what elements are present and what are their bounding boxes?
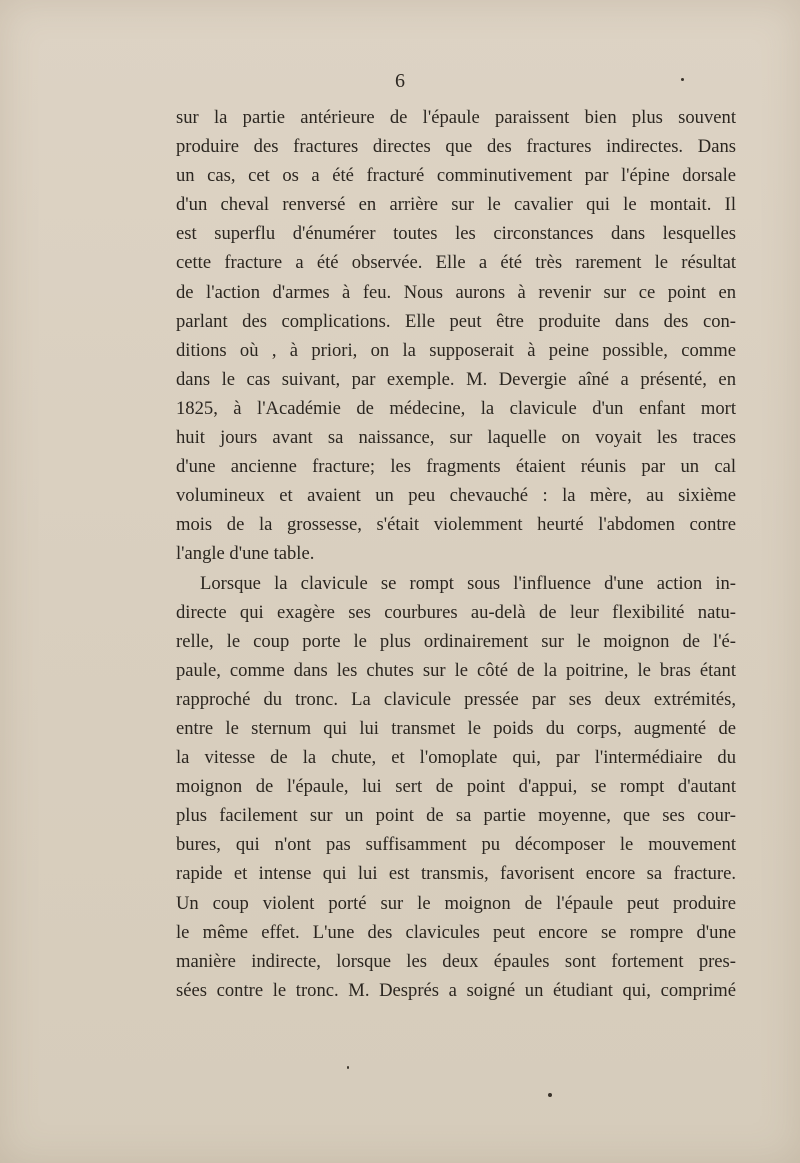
text-line: la vitesse de la chute, et l'omoplate qui, par l'intermédiaire du: [176, 747, 736, 769]
paragraph-end-line: l'angle d'une table.: [176, 543, 315, 565]
text-line: plus facilement sur un point de sa partie moyenne, que ses cour-: [176, 805, 736, 827]
text-line: bures, qui n'ont pas suffisamment pu décomposer le mouvement: [176, 834, 736, 856]
text-line: d'un cheval renversé en arrière sur le cavalier qui le montait. Il: [176, 194, 736, 216]
ink-speck: [548, 1093, 552, 1097]
text-line: ditions où , à priori, on la supposerait à peine possible, comme: [176, 339, 736, 361]
page-number: 6: [395, 70, 405, 92]
text-line: sur la partie antérieure de l'épaule paraissent bien plus souvent: [176, 107, 736, 128]
text-line: parlant des complications. Elle peut être produite dans des con-: [176, 310, 736, 332]
text-line: directe qui exagère ses courbures au-delà de leur flexibilité natu-: [176, 601, 736, 623]
text-line: moignon de l'épaule, lui sert de point d'appui, se rompt d'autant: [176, 776, 736, 798]
text-line: dans le cas suivant, par exemple. M. Devergie aîné a présenté, en: [176, 368, 736, 390]
text-line: paule, comme dans les chutes sur le côté de la poitrine, le bras étant: [176, 659, 736, 681]
text-line: Un coup violent porté sur le moignon de l'épaule peut produire: [176, 892, 736, 914]
ink-speck: [681, 78, 684, 81]
text-line: entre le sternum qui lui transmet le poids du corps, augmenté de: [176, 717, 736, 739]
ink-speck: [347, 1066, 349, 1069]
text-line: huit jours avant sa naissance, sur laquelle on voyait les traces: [176, 427, 736, 449]
text-line: un cas, cet os a été fracturé comminutivement par l'épine dorsale: [176, 165, 736, 187]
text-line: sées contre le tronc. M. Després a soigné un étudiant qui, comprimé: [176, 979, 736, 1001]
text-line: manière indirecte, lorsque les deux épaules sont fortement pres-: [176, 950, 736, 972]
text-line: le même effet. L'une des clavicules peut encore se rompre d'une: [176, 921, 736, 943]
text-line: d'une ancienne fracture; les fragments étaient réunis par un cal: [176, 456, 736, 478]
text-line: rapproché du tronc. La clavicule pressée par ses deux extrémités,: [176, 688, 736, 710]
text-line: produire des fractures directes que des fractures indirectes. Dans: [176, 136, 736, 158]
text-line: est superflu d'énumérer toutes les circonstances dans lesquelles: [176, 223, 736, 245]
text-line: relle, le coup porte le plus ordinairement sur le moignon de l'é-: [176, 630, 736, 652]
text-line: 1825, à l'Académie de médecine, la clavicule d'un enfant mort: [176, 397, 736, 419]
body-text: [176, 103, 736, 1005]
paragraph-start-line: Lorsque la clavicule se rompt sous l'influence d'une action in-: [200, 572, 736, 594]
text-line: mois de la grossesse, s'était violemment heurté l'abdomen contre: [176, 514, 736, 536]
text-line: rapide et intense qui lui est transmis, favorisent encore sa fracture.: [176, 863, 736, 885]
text-line: cette fracture a été observée. Elle a été très rarement le résultat: [176, 252, 736, 274]
text-line: de l'action d'armes à feu. Nous aurons à revenir sur ce point en: [176, 281, 736, 303]
text-line: volumineux et avaient un peu chevauché : la mère, au sixième: [176, 485, 736, 507]
